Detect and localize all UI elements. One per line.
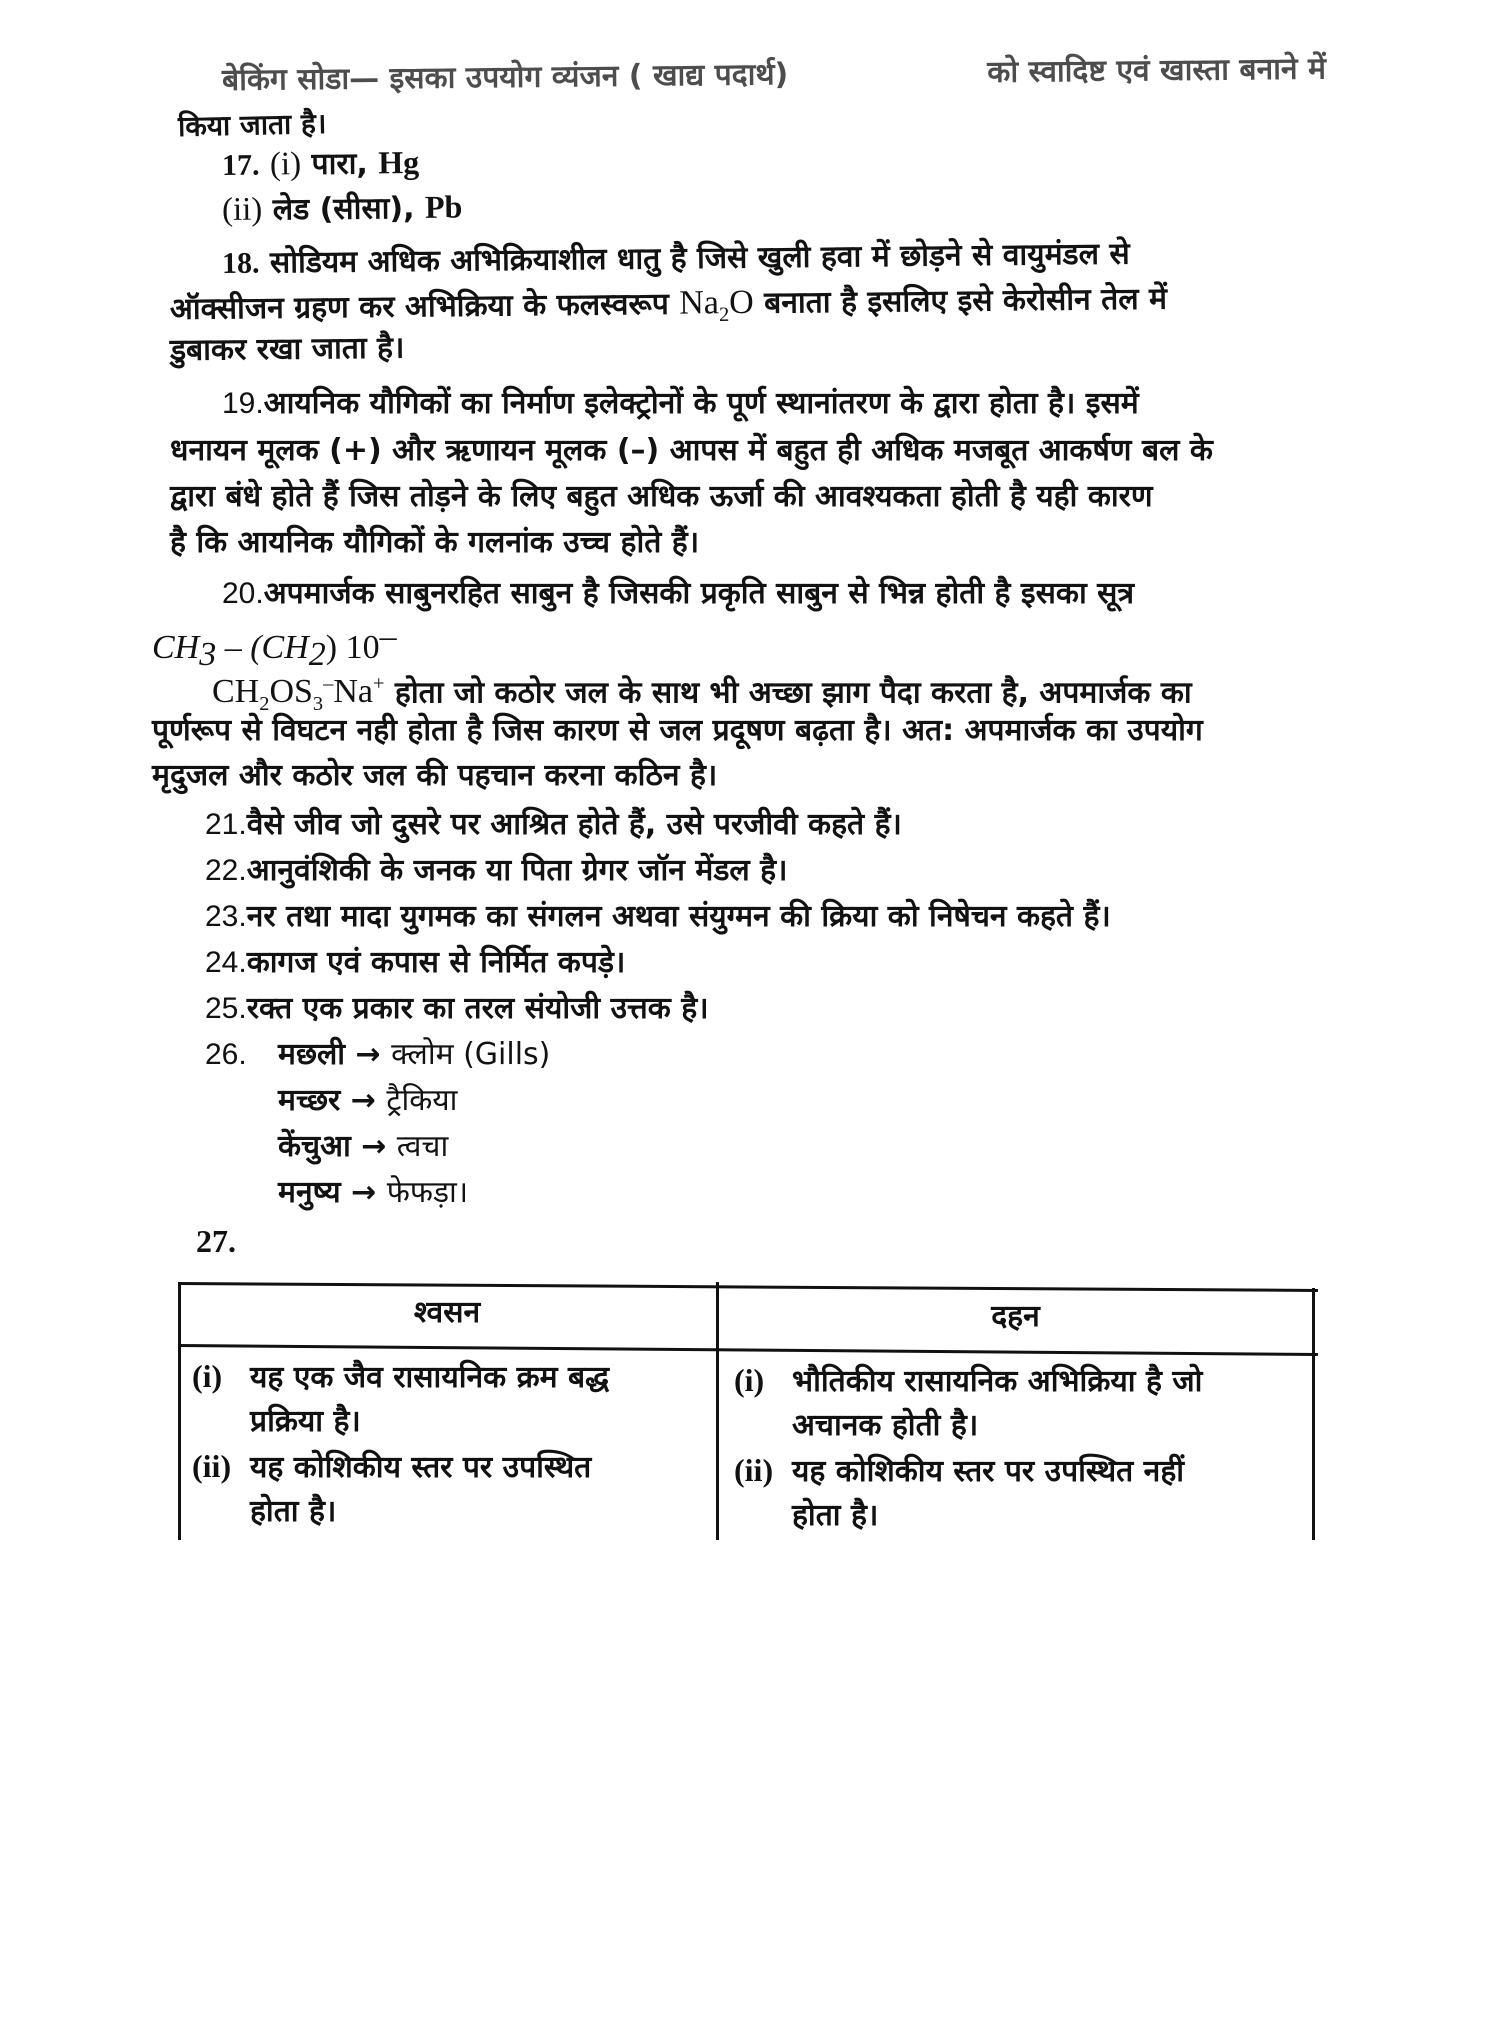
answer-20-line-3: पूर्णरूप से विघटन नही होता है जिस कारण से जल प्रदूषण बढ़ता है। अत: अपमार्जक का उपयोग	[152, 713, 1203, 748]
answer-26-number-label: 26.	[205, 1038, 247, 1071]
answer-21-text: वैसे जीव जो दुसरे पर आश्रित होते हैं, उसे परजीवी कहते हैं।	[246, 807, 902, 842]
row-2-right-marker: (ii)	[734, 1452, 774, 1488]
answer-17-number: 17.	[221, 148, 260, 182]
formula-os: OS	[269, 673, 313, 711]
formula-o: O	[728, 283, 754, 322]
answer-17-item-2	[222, 187, 463, 230]
answer-25-text: रक्त एक प्रकार का तरल संयोजी उत्तक है।	[246, 991, 709, 1026]
answer-19-line-1	[222, 385, 1139, 423]
formula-minus: –	[379, 618, 397, 655]
answer-27-number-label: 27.	[196, 1223, 236, 1259]
answer-19-line-2: धनायन मूलक (+) और ऋणायन मूलक (–) आपस में बहुत ही अधिक मजबूत आकर्षण बल के	[170, 433, 1213, 468]
organism-human: मनुष्य	[278, 1175, 341, 1210]
row-2-right-line-2: होता है।	[792, 1498, 879, 1533]
answer-18-line-1	[222, 233, 1326, 283]
row-2-left-line-1: यह कोशिकीय स्तर पर उपस्थित	[250, 1450, 592, 1485]
answer-19-line-4: है कि आयनिक यौगिकों के गलनांक उच्च होते हैं।	[170, 525, 700, 560]
answer-22	[205, 852, 787, 890]
answer-25	[205, 990, 709, 1028]
table-row-2-right	[734, 1448, 1184, 1538]
answer-19-line-1-text: आयनिक यौगिकों का निर्माण इलेक्ट्रोनों के पूर्ण स्थानांतरण के द्वारा होता है। इसमें	[263, 386, 1139, 421]
answer-26-pair-3	[278, 1128, 448, 1166]
row-1-left-marker: (i)	[192, 1358, 223, 1394]
formula-ch2-open: – (CH	[216, 629, 309, 666]
row-1-right-marker: (i)	[734, 1362, 765, 1398]
row-1-left-line-1: यह एक जैव रासायनिक क्रम बद्ध	[250, 1360, 610, 1395]
answer-17-item-1-symbol: Hg	[378, 143, 420, 181]
row-2-left-marker: (ii)	[192, 1448, 232, 1484]
formula-sub-2: 2	[308, 636, 326, 673]
answer-17-item-1	[222, 143, 420, 185]
row-2-left-line-2: होता है।	[250, 1494, 337, 1529]
answer-19-line-3: द्वारा बंधे होते हैं जिस तोड़ने के लिए बहुत अधिक ऊर्जा की आवश्यकता होती है यही कारण	[170, 479, 1153, 514]
formula-sub-3: 3	[312, 693, 324, 716]
answer-24-text: कागज एवं कपास से निर्मित कपड़े।	[246, 945, 626, 980]
answer-16-line-2: किया जाता है।	[177, 106, 327, 143]
table-row-1-left	[192, 1354, 609, 1444]
arrow-right-icon: →	[350, 1083, 376, 1118]
answer-26-pair-2	[278, 1082, 457, 1120]
answer-17-item-2-symbol: Pb	[424, 188, 463, 225]
answer-16-line-1-left: बेकिंग सोडा— इसका उपयोग व्यंजन ( खाद्य पदार्थ)	[221, 57, 789, 98]
table-right-border	[1312, 1288, 1315, 1540]
formula-na: Na	[333, 673, 373, 711]
answer-16-line-1	[222, 50, 1326, 100]
organ-lungs: फेफड़ा।	[386, 1175, 469, 1210]
answer-18-line-2-tail: बनाता है इसलिए इसे केरोसीन तेल में	[763, 281, 1168, 321]
answer-24-number: 24.	[205, 946, 247, 979]
answer-21-number: 21.	[205, 808, 247, 841]
answer-20-line-4: मृदुजल और कठोर जल की पहचान करना कठिन है।	[152, 758, 718, 793]
answer-22-number: 22.	[205, 854, 247, 887]
answer-19-number: 19.	[222, 387, 264, 420]
formula-plus: +	[372, 673, 385, 695]
answer-27-number	[196, 1222, 236, 1262]
answer-17-item-1-text: पारा,	[311, 146, 368, 183]
answer-16-line-1-right: को स्वादिष्ट एवं खास्ता बनाने में	[987, 51, 1327, 90]
answer-20-line-1	[222, 575, 1134, 613]
answer-23-text: नर तथा मादा युगमक का संगलन अथवा संयुग्मन की क्रिया को निषेचन कहते हैं।	[246, 899, 1111, 934]
answer-18-line-3: डुबाकर रखा जाता है।	[169, 330, 405, 368]
answer-21	[205, 806, 902, 844]
answer-25-number: 25.	[205, 992, 247, 1025]
row-1-right-line-2: अचानक होती है।	[792, 1408, 979, 1443]
organ-skin: त्वचा	[396, 1129, 449, 1164]
formula-ch: CH	[152, 629, 200, 666]
formula-ch: CH	[212, 673, 260, 711]
answer-22-text: आनुवंशिकी के जनक या पिता ग्रेगर जॉन मेंडल है।	[246, 853, 788, 888]
row-1-left-line-2: प्रक्रिया है।	[250, 1404, 361, 1439]
formula-sub-3: 3	[199, 636, 217, 673]
row-2-right-line-1: यह कोशिकीय स्तर पर उपस्थित नहीं	[792, 1454, 1185, 1489]
answer-20-number: 20.	[222, 577, 264, 610]
organism-fish: मछली	[278, 1037, 346, 1072]
organism-mosquito: मच्छर	[278, 1083, 341, 1118]
formula-sub-2: 2	[259, 693, 270, 716]
answer-23-number: 23.	[205, 900, 247, 933]
row-1-right-line-1: भौतिकीय रासायनिक अभिक्रिया है जो	[792, 1364, 1203, 1399]
detergent-formula-line-2	[212, 673, 385, 716]
arrow-right-icon: →	[361, 1129, 387, 1164]
answer-17-item-1-marker: (i)	[269, 146, 302, 183]
answer-26-pair-1	[278, 1036, 550, 1074]
table-header-combustion: दहन	[991, 1299, 1040, 1334]
table-row-1-right	[734, 1358, 1202, 1448]
arrow-right-icon: →	[351, 1175, 377, 1210]
answer-26-number	[205, 1036, 247, 1074]
table-header-respiration: श्वसन	[413, 1295, 481, 1330]
answer-24	[205, 944, 625, 982]
answer-26-pair-4	[278, 1174, 468, 1212]
organ-trachea: ट्रैकिया	[386, 1083, 458, 1118]
formula-minus: –	[323, 673, 334, 695]
answer-18-line-1-text: सोडियम अधिक अभिक्रियाशील धातु है जिसे खुली हवा में छोड़ने से वायुमंडल से	[269, 236, 1130, 281]
answer-20-line-2-text: होता जो कठोर जल के साथ भी अच्छा झाग पैदा करता है, अपमार्जक का	[394, 675, 1192, 711]
answer-17-item-2-text: लेड (सीसा),	[272, 190, 415, 228]
organism-earthworm: केंचुआ	[278, 1129, 351, 1164]
arrow-right-icon: →	[355, 1037, 381, 1072]
answer-23	[205, 898, 1111, 936]
organ-gills: क्लोम (Gills)	[391, 1037, 551, 1072]
answer-18-line-2-text: ऑक्सीजन ग्रहण कर अभिक्रिया के फलस्वरूप	[169, 286, 669, 327]
answer-20-line-1-text: अपमार्जक साबुनरहित साबुन है जिसकी प्रकृति साबुन से भिन्न होती है इसका सूत्र	[263, 576, 1135, 611]
comparison-table	[178, 1282, 1318, 1542]
table-row-2-left	[192, 1444, 591, 1534]
answer-18-number: 18.	[221, 246, 260, 280]
answer-17-item-2-marker: (ii)	[221, 191, 263, 228]
sodium-oxide-formula	[679, 283, 754, 327]
formula-na: Na	[679, 284, 720, 322]
formula-sub-2: 2	[718, 303, 730, 327]
formula-10: ) 10	[325, 629, 380, 666]
